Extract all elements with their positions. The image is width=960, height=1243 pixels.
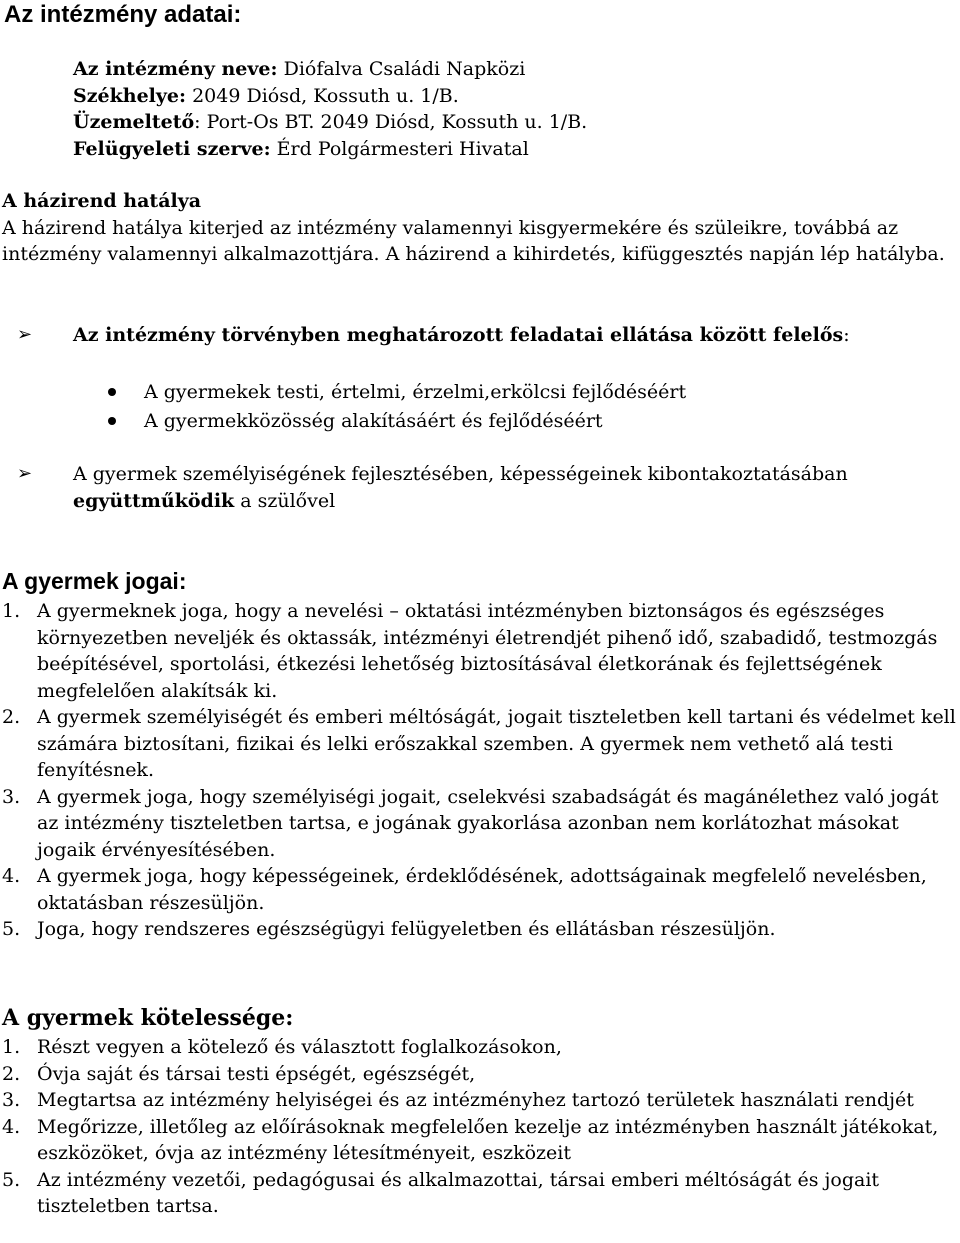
hazirend-section [2, 188, 960, 268]
list-item [0, 598, 960, 704]
egyuttmukodik-line2 [73, 488, 943, 515]
item-number: 3. [2, 1089, 21, 1111]
felelos-text [73, 322, 943, 349]
jogai-list [0, 598, 960, 943]
list-item [0, 916, 960, 943]
kotelessege-list [0, 1034, 960, 1220]
arrow-bullet-icon: ➢ [17, 463, 33, 484]
felelos-block [17, 322, 943, 349]
felelos-bold: Az intézmény törvényben meghatározott feladatai ellátása között felelős [73, 324, 844, 346]
list-item [0, 1114, 960, 1167]
intezmeny-nev-line [73, 56, 587, 83]
list-item [0, 863, 960, 916]
list-item [108, 378, 686, 407]
item-number: 4. [2, 865, 21, 887]
bullet-dot-icon [108, 417, 116, 425]
list-item [0, 1167, 960, 1220]
felelos-colon: : [843, 324, 850, 346]
intezmeny-heading: Az intézmény adatai: [4, 1, 242, 28]
hazirend-text: A házirend hatálya kiterjed az intézmény valamennyi kisgyermekére és szüleikre, továbbá az intézmény valamennyi alkalmazottjára. A házirend a kihirdetés, kifüggesztés napján lép hatályba. [2, 216, 945, 265]
bullet-dot-icon [108, 388, 116, 396]
uzemelteto-line [73, 109, 587, 136]
item-number: 1. [2, 1036, 21, 1058]
item-number: 2. [2, 706, 21, 728]
item-text: Óvja saját és társai testi épségét, egészségét, [37, 1062, 476, 1085]
item-text: A gyermek joga, hogy személyiségi jogait, cselekvési szabadságát és magánélethez való jogát az intézmény tiszteletben tartsa, e jogának gyakorlása azonban nem korlátozhat másokat jogaik érvényesítésében. [37, 785, 939, 861]
item-text: Megőrizze, illetőleg az előírásoknak megfelelően kezelje az intézményben használt játékokat, eszközöket, óvja az intézmény létesítményeit, eszközeit [37, 1115, 939, 1164]
szekhely-line [73, 83, 587, 110]
uzemelteto-label: Üzemeltető [73, 111, 195, 133]
item-text: Joga, hogy rendszeres egészségügyi felügyeletben és ellátásban részesüljön. [37, 918, 776, 940]
felugyeleti-value: Érd Polgármesteri Hivatal [270, 137, 529, 160]
egyuttmukodik-block [17, 461, 943, 514]
list-item [0, 704, 960, 784]
bullet-text: A gyermekközösség alakításáért és fejlődéséért [144, 410, 603, 432]
item-number: 2. [2, 1062, 21, 1085]
hazirend-heading: A házirend hatálya [2, 190, 202, 212]
item-number: 4. [2, 1115, 21, 1138]
item-text: Megtartsa az intézmény helyiségei és az intézményhez tartozó területek használati rendjét [37, 1089, 914, 1111]
item-number: 1. [2, 600, 21, 622]
bullet-text: A gyermekek testi, értelmi, érzelmi,erkölcsi fejlődéséért [144, 381, 687, 403]
list-item [108, 407, 686, 436]
item-number: 5. [2, 1168, 21, 1191]
list-item [0, 1087, 960, 1114]
nev-value: Diófalva Családi Napközi [277, 58, 526, 80]
egyuttmukodik-line1: A gyermek személyiségének fejlesztésében, képességeinek kibontakoztatásában [73, 463, 848, 485]
egyuttmukodik-rest: a szülővel [234, 489, 336, 512]
uzemelteto-value: : Port-Os BT. 2049 Diósd, Kossuth u. 1/B. [194, 111, 588, 133]
list-item [0, 1034, 960, 1061]
felugyeleti-line [73, 136, 587, 163]
felugyeleti-label: Felügyeleti szerve: [73, 137, 271, 160]
intezmeny-info [73, 56, 587, 162]
item-text: Részt vegyen a kötelező és választott foglalkozásokon, [37, 1036, 562, 1058]
szekhely-label: Székhelye: [73, 84, 187, 107]
list-item [0, 784, 960, 864]
item-text: A gyermek joga, hogy képességeinek, érdeklődésének, adottságainak megfelelő nevelésben, oktatásban részesüljön. [37, 865, 927, 914]
nev-label: Az intézmény neve: [73, 58, 278, 80]
szekhely-value: 2049 Diósd, Kossuth u. 1/B. [186, 84, 459, 107]
egyuttmukodik-bold: együttműködik [73, 489, 235, 512]
item-text: A gyermek személyiségét és emberi méltóságát, jogait tiszteletben kell tartani és védelmet kell számára biztosítani, fizikai és lelki erőszakkal szemben. A gyermek nem vethető alá testi fenyítésnek. [37, 706, 956, 781]
item-number: 3. [2, 785, 21, 808]
arrow-bullet-icon: ➢ [17, 324, 33, 345]
felelos-bullet-list [108, 378, 686, 436]
list-item [0, 1061, 960, 1088]
item-text: A gyermeknek joga, hogy a nevelési – oktatási intézményben biztonságos és egészséges környezetben neveljék és oktassák, intézményi életrendjét pihenő idő, szabadidő, testmozgás beépítésével, sportolási, étkezési lehetőség biztosításával életkorának és fejlettségének megfelelően alakítsák ki. [37, 600, 938, 702]
item-text: Az intézmény vezetői, pedagógusai és alkalmazottai, társai emberi méltóságát és jogait tiszteletben tartsa. [37, 1168, 880, 1217]
kotelessege-heading: A gyermek kötelessége: [2, 1005, 294, 1031]
item-number: 5. [2, 918, 21, 940]
jogai-heading: A gyermek jogai: [2, 568, 187, 594]
